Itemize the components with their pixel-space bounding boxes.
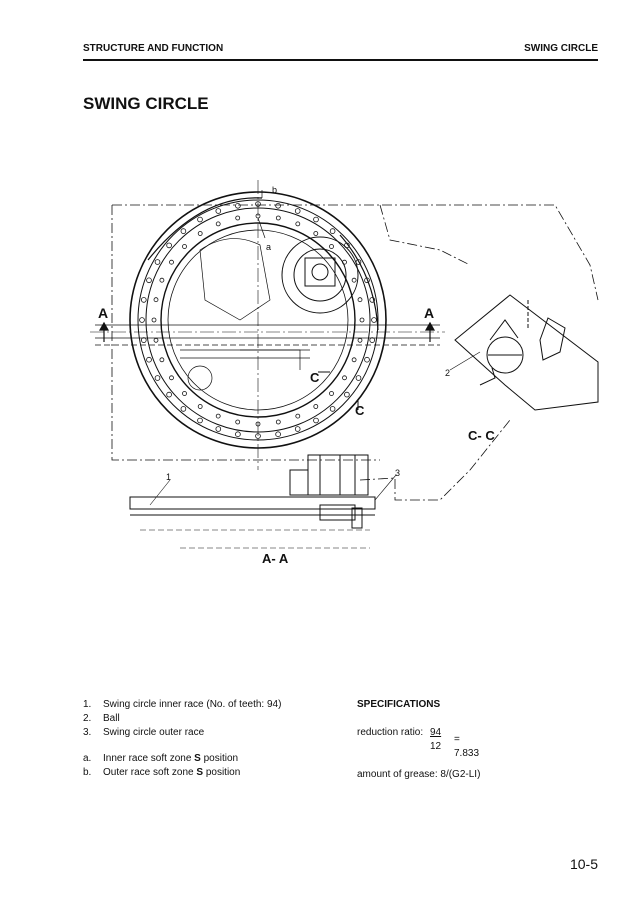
bolt-hole (155, 260, 160, 265)
section-aa-title: A- A (262, 551, 289, 566)
section-aa-view (130, 455, 375, 528)
outer-guard (148, 198, 262, 260)
bolt-hole (160, 278, 164, 282)
bolt-hole (330, 392, 334, 396)
bolt-hole (216, 414, 220, 418)
legend-text: Outer race soft zone (103, 767, 197, 778)
bolt-hole (372, 318, 377, 323)
label-2: 2 (445, 368, 451, 378)
bolt-hole (216, 427, 221, 432)
bolt-hole (296, 222, 300, 226)
bolt-hole (236, 432, 241, 437)
section-a-label-right: A (424, 305, 435, 321)
bolt-hole (276, 203, 281, 208)
bolt-hole (236, 420, 240, 424)
parts-legend (83, 698, 281, 780)
legend-text: position (200, 753, 239, 764)
pinion-assembly (282, 237, 358, 313)
section-c-label-upper: C (310, 370, 320, 385)
bolt-hole (236, 203, 241, 208)
bolt-hole (236, 216, 240, 220)
legend-num: a. (83, 753, 92, 764)
bolt-hole (276, 432, 281, 437)
bolt-hole (170, 376, 174, 380)
bolt-hole (358, 298, 362, 302)
legend-text: Inner race soft zone (103, 753, 195, 764)
bolt-hole (314, 418, 319, 423)
specs-heading: SPECIFICATIONS (357, 699, 441, 710)
bolt-hole (295, 209, 300, 214)
ratio-numerator: 94 (430, 727, 442, 738)
bolt-hole (330, 229, 335, 234)
header-section-title: STRUCTURE AND FUNCTION (83, 43, 224, 54)
legend-bold: S (196, 767, 204, 778)
legend-bold: S (194, 753, 201, 764)
bolt-hole (314, 405, 318, 409)
label-b: b (272, 185, 278, 195)
reduction-ratio (357, 726, 480, 758)
bolt-hole (352, 358, 356, 362)
bolt-hole (370, 338, 375, 343)
bolt-hole (360, 318, 364, 322)
bolt-hole (167, 392, 172, 397)
label-a: a (266, 242, 272, 252)
bolt-hole (167, 243, 172, 248)
bolt-hole (198, 405, 202, 409)
legend-item (83, 726, 281, 740)
bolt-hole (198, 217, 203, 222)
bolt-hole (330, 245, 334, 249)
legend-item (83, 698, 281, 712)
label-3: 3 (395, 468, 401, 478)
bolt-hole (170, 260, 174, 264)
legend-item (83, 752, 281, 766)
bolt-hole (141, 338, 146, 343)
bolt-hole (276, 420, 280, 424)
bolt-hole (155, 376, 160, 381)
bolt-hole (141, 298, 146, 303)
bolt-hole (147, 278, 152, 283)
section-aa-hidden (140, 530, 370, 548)
legend-text: Swing circle outer race (103, 727, 205, 738)
legend-num: 1. (83, 699, 92, 710)
inner-structure (188, 239, 300, 390)
leader-1 (150, 480, 170, 505)
bolt-hole (152, 318, 156, 322)
leader-a (258, 218, 265, 238)
legend-text: position (203, 767, 241, 778)
bolt-hole (295, 427, 300, 432)
bolt-hole (154, 338, 158, 342)
bolt-hole (314, 232, 318, 236)
legend-num: b. (83, 767, 92, 778)
page-number: 10-5 (569, 856, 598, 872)
bolt-hole (140, 318, 145, 323)
ratio-denominator: 12 (430, 741, 442, 752)
section-a-label-left: A (98, 305, 109, 321)
legend-text: Ball (103, 713, 120, 724)
bolt-hole (330, 407, 335, 412)
legend-item (83, 712, 281, 726)
bolt-hole (181, 229, 186, 234)
bolt-hole (358, 338, 362, 342)
legend-text: Swing circle inner race (No. of teeth: 94) (103, 699, 282, 710)
detail-cc-view (455, 295, 598, 410)
section-cc-title: C- C (468, 428, 495, 443)
specifications (357, 698, 480, 782)
ratio-label: reduction ratio: (357, 727, 424, 738)
header-chapter-title: SWING CIRCLE (524, 43, 598, 54)
bolt-hole (147, 357, 152, 362)
bolt-hole (365, 357, 370, 362)
bolt-hole (198, 418, 203, 423)
legend-num: 2. (83, 713, 92, 724)
legend-item (83, 766, 281, 780)
bolt-hole (154, 298, 158, 302)
bolt-hole (352, 278, 356, 282)
bolt-hole (181, 407, 186, 412)
bolt-hole (296, 414, 300, 418)
leader-2 (450, 352, 480, 370)
bolt-hole (356, 376, 361, 381)
bolt-hole (345, 392, 350, 397)
ratio-result: = 7.833 (454, 734, 480, 759)
bolt-hole (216, 222, 220, 226)
grease-amount: amount of grease: 8/(G2-LI) (357, 769, 481, 780)
legend-num: 3. (83, 727, 92, 738)
label-1: 1 (166, 472, 172, 482)
bolt-hole (160, 358, 164, 362)
bolt-hole (183, 245, 187, 249)
bolt-hole (216, 209, 221, 214)
bolt-hole (198, 232, 202, 236)
page-title: SWING CIRCLE (83, 94, 209, 113)
section-c-label-lower: C (355, 403, 365, 418)
bolt-hole (314, 217, 319, 222)
bolt-hole (343, 376, 347, 380)
bolt-hole (276, 216, 280, 220)
bolt-hole (183, 392, 187, 396)
